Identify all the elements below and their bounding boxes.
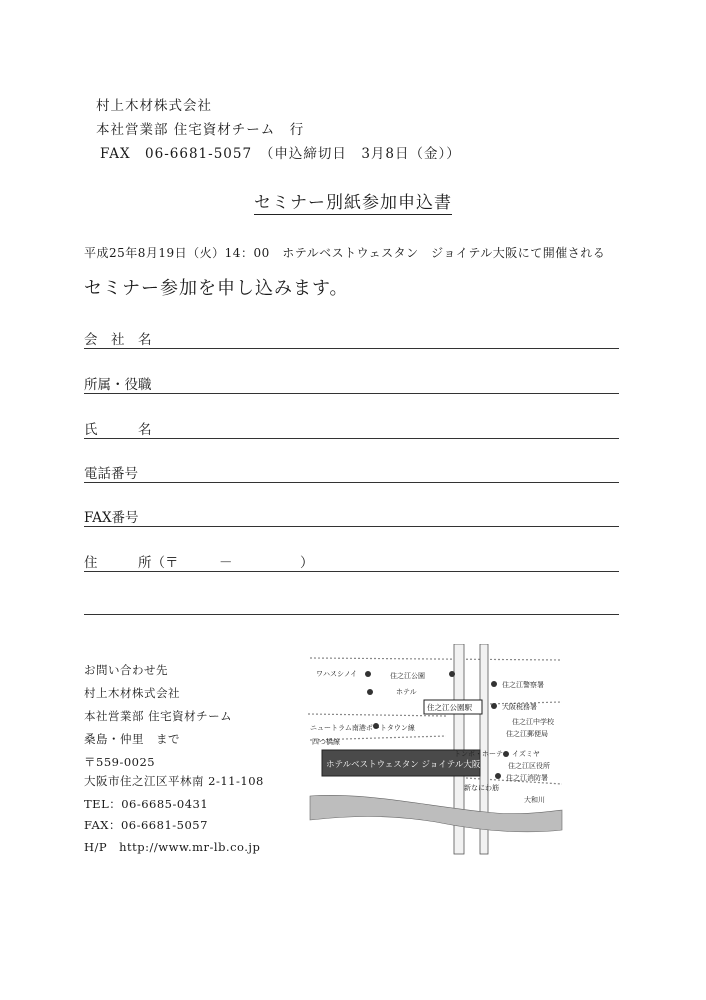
map-label-l17: 住之江区役所 (508, 762, 550, 770)
map-label-l16: 住之江中学校 (512, 718, 554, 726)
map-marker (503, 751, 509, 757)
field-line-phone[interactable] (84, 482, 619, 483)
addressee-fax: FAX 06-6681-5057 （申込締切日 3月8日（金）） (100, 146, 461, 162)
field-address: 住 所（〒 － ） (84, 555, 314, 571)
field-phone: 電話番号 (84, 466, 138, 482)
map-station-label: 住之江公園駅 (427, 703, 472, 712)
map-marker (491, 681, 497, 687)
map-marker (491, 703, 497, 709)
addressee-department: 本社営業部 住宅資材チーム 行 (96, 122, 305, 138)
field-line-address-2[interactable] (84, 614, 619, 615)
field-company-name: 会 社 名 (84, 332, 152, 348)
access-map (306, 644, 566, 862)
field-name: 氏 名 (84, 422, 152, 438)
map-hotel-label: ホテルベストウェスタン ジョイテル大阪 (326, 760, 481, 770)
map-marker (495, 773, 501, 779)
map-label-l11: トンボ・ホーテ (454, 750, 503, 758)
intro-main: セミナー参加を申し込みます。 (84, 278, 349, 299)
map-label-l8: 大阪税務署 (502, 703, 537, 711)
map-label-l15: 住之江消防署 (506, 774, 548, 782)
field-line-company[interactable] (84, 348, 619, 349)
map-marker (367, 689, 373, 695)
field-line-address[interactable] (84, 571, 619, 572)
map-label-l7: 住之江警察署 (502, 681, 544, 689)
contact-tel: TEL：06-6685-0431 (84, 797, 209, 811)
contact-company: 村上木材株式会社 (84, 686, 180, 700)
map-label-l3: ホテル (396, 688, 417, 696)
contact-fax: FAX：06-6681-5057 (84, 818, 208, 832)
field-fax: FAX番号 (84, 510, 139, 526)
map-label-l1: ワハスシノイ (316, 670, 358, 678)
contact-department: 本社営業部 住宅資材チーム (84, 709, 233, 723)
contact-postal: 〒559-0025 (84, 755, 156, 769)
contact-heading: お問い合わせ先 (84, 663, 168, 677)
map-label-l14: 大和川 (524, 796, 545, 804)
field-affiliation: 所属・役職 (84, 377, 152, 393)
contact-hp: H/P http://www.mr-lb.co.jp (84, 840, 261, 854)
field-line-name[interactable] (84, 438, 619, 439)
map-label-l9: 住之江郵便局 (506, 730, 548, 738)
contact-address: 大阪市住之江区平林南 2-11-108 (84, 774, 264, 788)
map-label-l2: 住之江公園 (390, 672, 425, 680)
map-marker (449, 671, 455, 677)
map-label-l12: イズミヤ (512, 750, 540, 758)
map-marker (365, 671, 371, 677)
intro-line: 平成25年8月19日（火）14：00 ホテルベストウェスタン ジョイテル大阪にて開催される (84, 246, 606, 260)
map-label-l6: 四つ橋線 (312, 738, 340, 746)
addressee-company: 村上木材株式会社 (96, 98, 212, 114)
map-label-l5: ニュートラム南港ポートタウン線 (310, 724, 415, 732)
field-line-affiliation[interactable] (84, 393, 619, 394)
contact-person: 桑島・仲里 まで (84, 732, 180, 746)
map-label-l13: 新なにわ筋 (464, 784, 499, 792)
field-line-fax[interactable] (84, 526, 619, 527)
form-title: セミナー別紙参加申込書 (254, 193, 452, 213)
